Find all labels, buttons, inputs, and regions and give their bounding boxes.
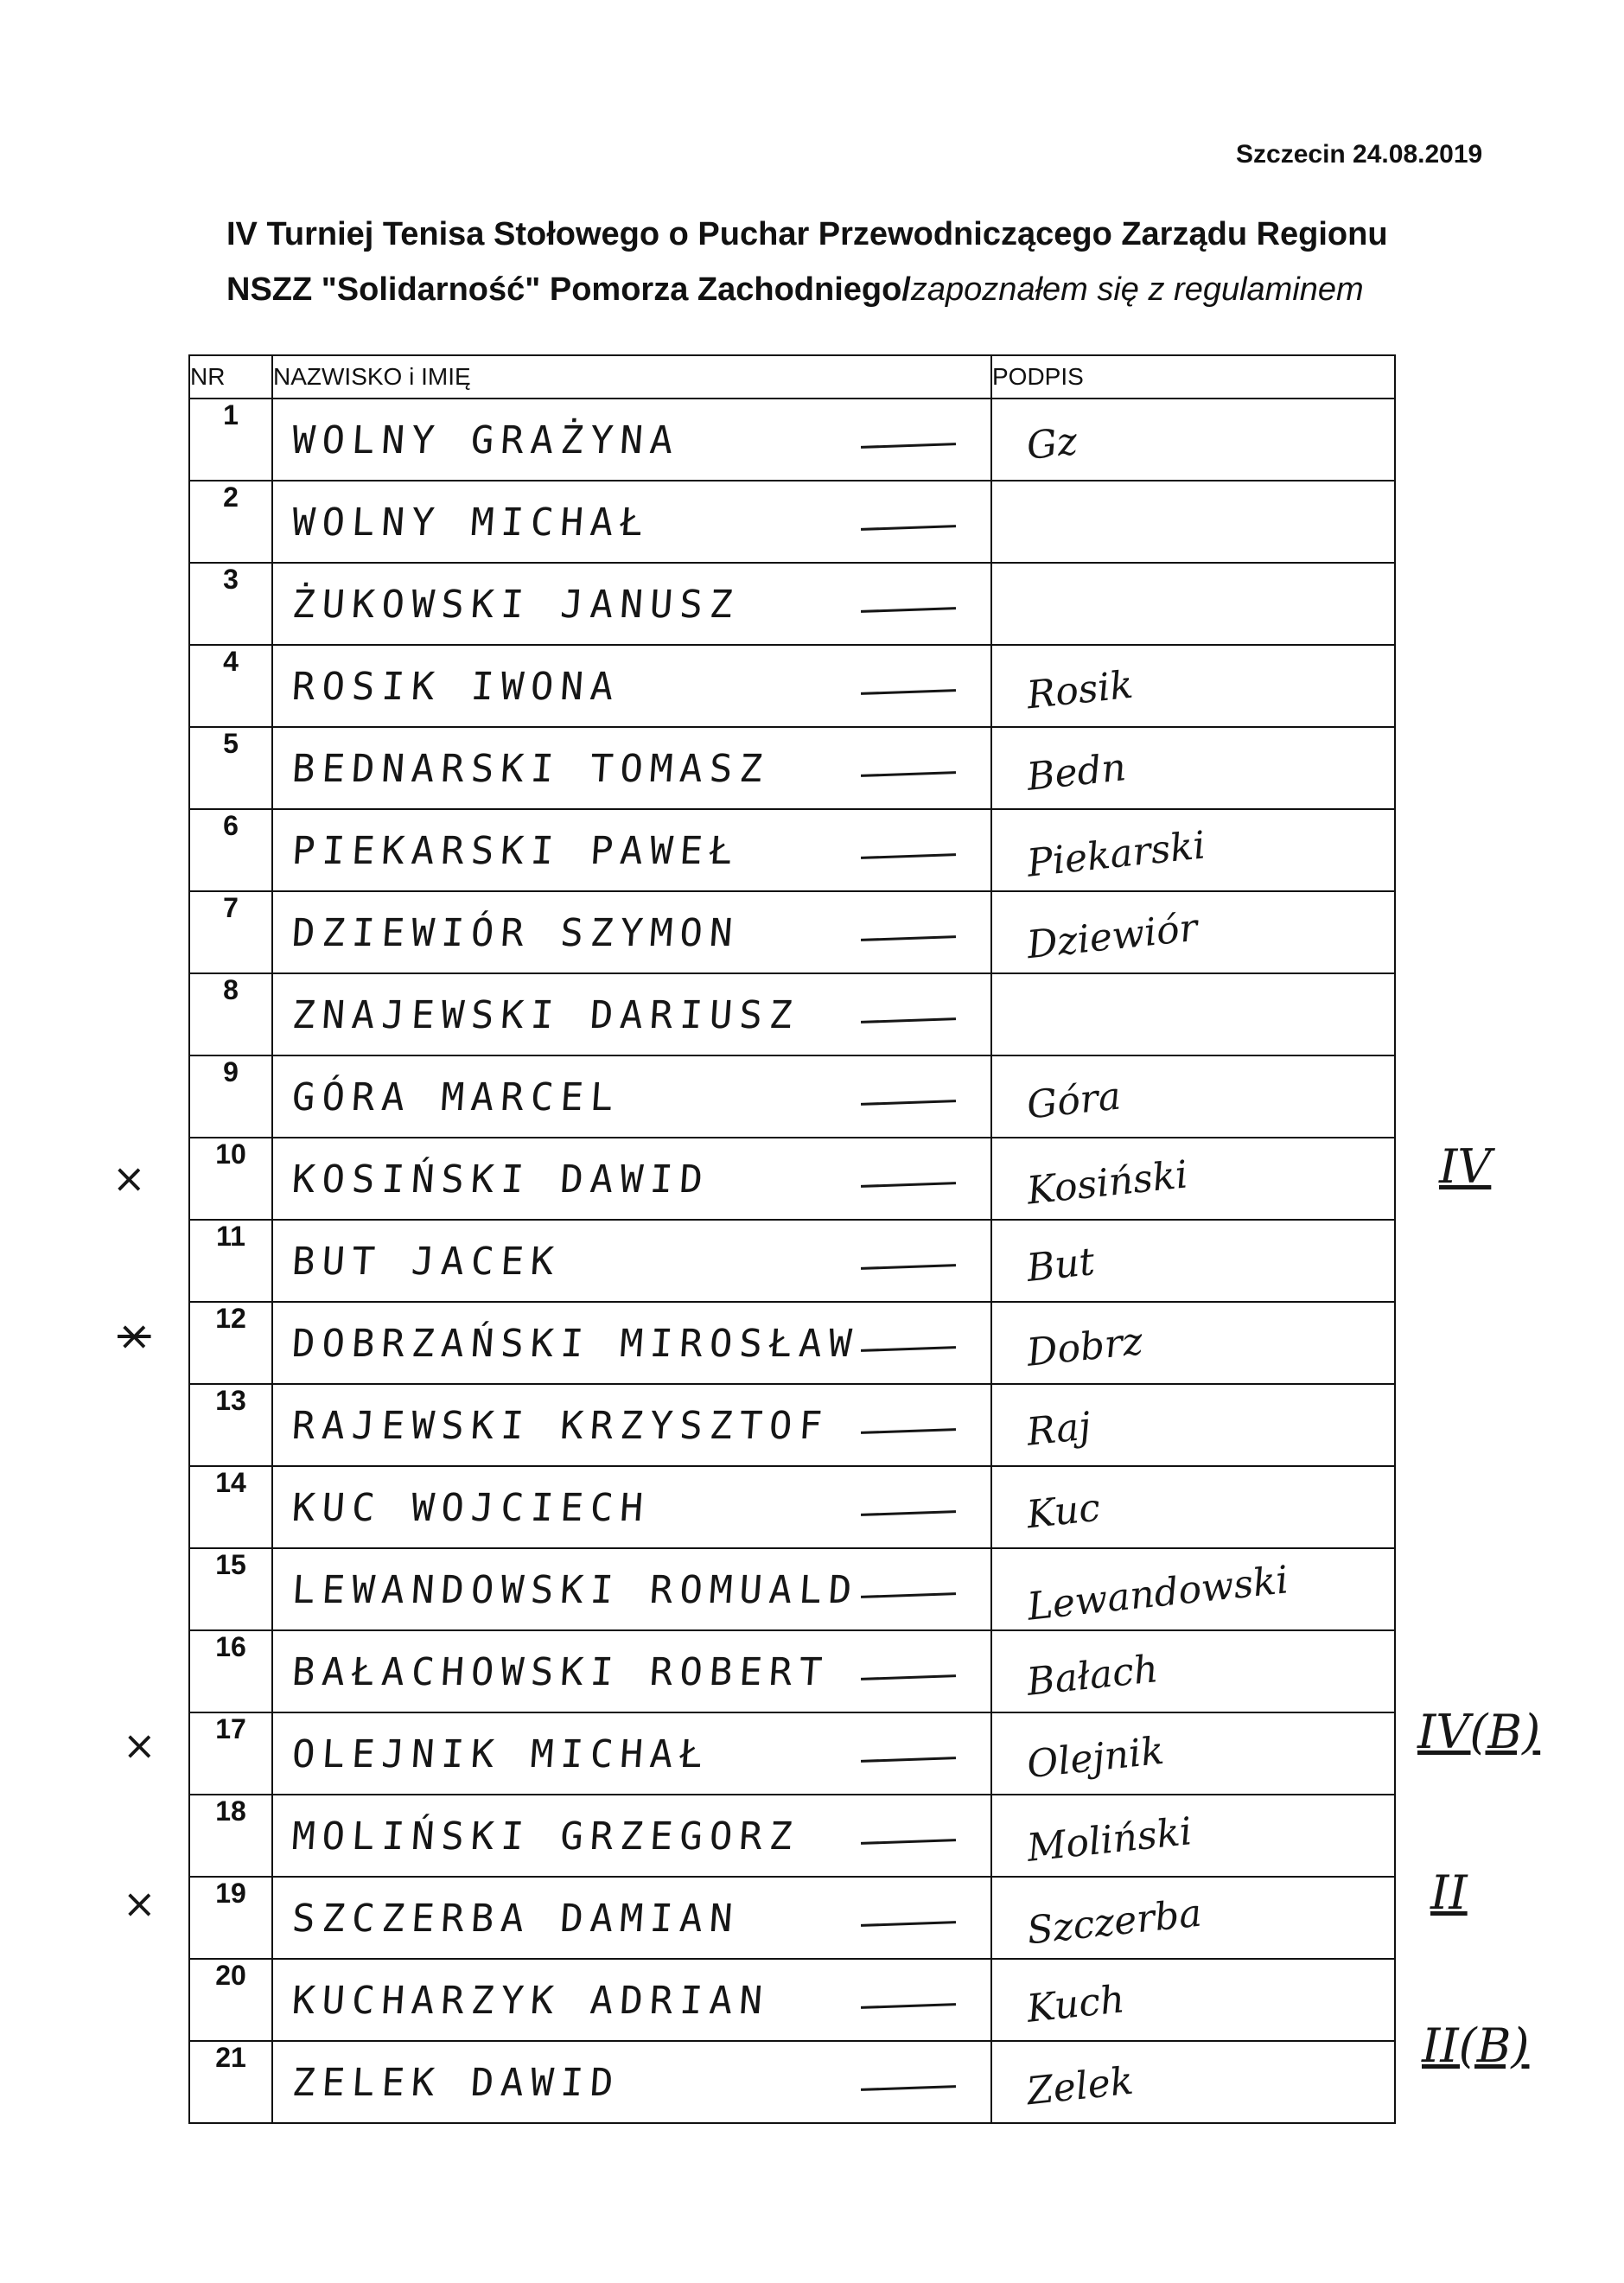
participant-name-cell <box>272 891 991 973</box>
signature: Góra <box>1024 1074 1124 1128</box>
handwritten-dash <box>861 1428 956 1434</box>
table-row <box>189 1630 1395 1712</box>
subtitle-acknowledgement: zapoznałem się z regulaminem <box>910 271 1364 308</box>
participant-name: OLEJNIK MICHAŁ <box>290 1732 711 1776</box>
signature: Bedn <box>1024 745 1129 800</box>
handwritten-dash <box>861 1592 956 1598</box>
table-row <box>189 891 1395 973</box>
handwritten-dash <box>861 1757 956 1763</box>
row-number: 17 <box>189 1712 272 1795</box>
participant-name: ŻUKOWSKI JANUSZ <box>290 583 742 627</box>
signature-cell <box>991 973 1395 1055</box>
place-mark-row-10: IV <box>1439 1139 1492 1194</box>
signature-cell <box>991 1877 1395 1959</box>
participant-name: DZIEWIÓR SZYMON <box>290 911 742 955</box>
signature-cell <box>991 1466 1395 1548</box>
table-row <box>189 1795 1395 1877</box>
participant-name-cell <box>272 399 991 481</box>
participant-name: ZELEK DAWID <box>290 2061 622 2105</box>
row-number: 9 <box>189 1055 272 1138</box>
row-number: 20 <box>189 1959 272 2041</box>
signature: Kuch <box>1024 1977 1127 2031</box>
margin-x-mark: × <box>123 1880 156 1927</box>
participant-name-cell <box>272 1466 991 1548</box>
row-number: 15 <box>189 1548 272 1630</box>
participant-name-cell <box>272 1795 991 1877</box>
participant-name: ROSIK IWONA <box>290 665 622 709</box>
table-row <box>189 645 1395 727</box>
signature-cell <box>991 1630 1395 1712</box>
participant-name-cell <box>272 1548 991 1630</box>
row-number: 16 <box>189 1630 272 1712</box>
participant-name-cell <box>272 563 991 645</box>
participant-name: WOLNY GRAŻYNA <box>290 418 682 462</box>
signature: Kosiński <box>1024 1152 1190 1214</box>
table-row <box>189 563 1395 645</box>
handwritten-dash <box>861 1346 956 1352</box>
row-number: 14 <box>189 1466 272 1548</box>
signature-cell <box>991 563 1395 645</box>
participant-name-cell <box>272 2041 991 2123</box>
participant-name-cell <box>272 809 991 891</box>
row-number: 6 <box>189 809 272 891</box>
signature: Lewandowski <box>1025 1558 1290 1629</box>
row-number: 2 <box>189 481 272 563</box>
table-row <box>189 973 1395 1055</box>
table-header-row <box>189 355 1395 399</box>
handwritten-dash <box>861 1839 956 1845</box>
signature: Olejnik <box>1024 1728 1167 1788</box>
column-header-name: NAZWISKO i IMIĘ <box>272 355 991 399</box>
signature: Piekarski <box>1024 823 1208 886</box>
table-row <box>189 1302 1395 1384</box>
signature: Dziewiór <box>1024 905 1200 968</box>
subtitle-organization: NSZZ "Solidarność" Pomorza Zachodniego/ <box>226 271 911 308</box>
table-row <box>189 1138 1395 1220</box>
participant-name: ZNAJEWSKI DARIUSZ <box>290 993 801 1037</box>
signature-cell <box>991 2041 1395 2123</box>
signature-cell <box>991 1138 1395 1220</box>
signature: Dobrz <box>1024 1319 1145 1375</box>
row-number: 13 <box>189 1384 272 1466</box>
participant-name: LEWANDOWSKI ROMUALD <box>290 1568 861 1612</box>
signature: Gz <box>1024 419 1079 469</box>
signature-cell <box>991 1055 1395 1138</box>
participant-name: GÓRA MARCEL <box>290 1075 622 1119</box>
participant-name: BUT JACEK <box>290 1240 563 1284</box>
handwritten-dash <box>861 1921 956 1927</box>
participant-name: KUC WOJCIECH <box>290 1486 652 1530</box>
participant-name-cell <box>272 1712 991 1795</box>
margin-x-mark: × <box>123 1722 156 1769</box>
signature-cell <box>991 809 1395 891</box>
participant-name-cell <box>272 1220 991 1302</box>
table-row <box>189 1959 1395 2041</box>
handwritten-dash <box>861 1182 956 1188</box>
participant-name: KUCHARZYK ADRIAN <box>290 1979 771 2023</box>
table-row <box>189 481 1395 563</box>
signature-cell <box>991 645 1395 727</box>
handwritten-dash <box>861 1264 956 1270</box>
signature: Zelek <box>1024 2058 1136 2114</box>
handwritten-dash <box>861 853 956 859</box>
participant-name: DOBRZAŃSKI MIROSŁAW <box>290 1322 861 1366</box>
row-number: 7 <box>189 891 272 973</box>
signature: But <box>1024 1240 1097 1291</box>
signature-cell <box>991 1384 1395 1466</box>
row-number: 5 <box>189 727 272 809</box>
row-number: 3 <box>189 563 272 645</box>
signature: Rosik <box>1024 662 1136 718</box>
participant-name: WOLNY MICHAŁ <box>290 501 652 545</box>
handwritten-dash <box>861 607 956 613</box>
signature: Raj <box>1024 1404 1093 1455</box>
row-number: 12 <box>189 1302 272 1384</box>
row-number: 19 <box>189 1877 272 1959</box>
handwritten-dash <box>861 2085 956 2091</box>
row-number: 18 <box>189 1795 272 1877</box>
table-row <box>189 727 1395 809</box>
participant-name: BEDNARSKI TOMASZ <box>290 747 771 791</box>
row-number: 10 <box>189 1138 272 1220</box>
column-header-nr: NR <box>189 355 272 399</box>
signature-cell <box>991 1548 1395 1630</box>
participant-name-cell <box>272 481 991 563</box>
participant-name: PIEKARSKI PAWEŁ <box>290 829 742 873</box>
table-row <box>189 399 1395 481</box>
table-row <box>189 1220 1395 1302</box>
participant-name-cell <box>272 1138 991 1220</box>
margin-x-mark: × <box>118 1312 151 1359</box>
handwritten-dash <box>861 689 956 695</box>
handwritten-dash <box>861 443 956 449</box>
row-number: 21 <box>189 2041 272 2123</box>
signature-cell <box>991 727 1395 809</box>
participant-name: SZCZERBA DAMIAN <box>290 1897 742 1941</box>
row-number: 11 <box>189 1220 272 1302</box>
place-mark-row-19: II <box>1430 1865 1468 1920</box>
signature: Szczerba <box>1024 1891 1204 1954</box>
margin-x-mark: × <box>112 1155 146 1202</box>
column-header-signature: PODPIS <box>991 355 1395 399</box>
participant-name: KOSIŃSKI DAWID <box>290 1157 711 1202</box>
signature: Moliński <box>1024 1809 1194 1871</box>
signature: Bałach <box>1024 1647 1161 1705</box>
table-row <box>189 1712 1395 1795</box>
document-date: Szczecin 24.08.2019 <box>1236 140 1483 169</box>
participant-name: BAŁACHOWSKI ROBERT <box>290 1650 831 1694</box>
handwritten-dash <box>861 525 956 531</box>
table-row <box>189 1877 1395 1959</box>
handwritten-dash <box>861 1017 956 1024</box>
table-row <box>189 1055 1395 1138</box>
row-number: 4 <box>189 645 272 727</box>
handwritten-dash <box>861 935 956 941</box>
participant-name-cell <box>272 1384 991 1466</box>
table-row <box>189 2041 1395 2123</box>
handwritten-dash <box>861 1510 956 1516</box>
handwritten-dash <box>861 1100 956 1106</box>
place-mark-row-21: II(B) <box>1422 2018 1530 2073</box>
row-number: 1 <box>189 399 272 481</box>
handwritten-dash <box>861 1674 956 1680</box>
signature: Kuc <box>1024 1485 1103 1538</box>
signature-cell <box>991 1795 1395 1877</box>
signature-cell <box>991 1959 1395 2041</box>
participant-name-cell <box>272 1302 991 1384</box>
participant-name: RAJEWSKI KRZYSZTOF <box>290 1404 831 1448</box>
table-row <box>189 1548 1395 1630</box>
participant-name-cell <box>272 727 991 809</box>
signature-cell <box>991 1712 1395 1795</box>
document-subtitle <box>226 271 1364 309</box>
attendance-table <box>188 354 1396 2124</box>
table-row <box>189 809 1395 891</box>
place-mark-row-17: IV(B) <box>1417 1705 1541 1759</box>
participant-name-cell <box>272 645 991 727</box>
signature-cell <box>991 1302 1395 1384</box>
participant-name: MOLIŃSKI GRZEGORZ <box>290 1814 801 1859</box>
participant-name-cell <box>272 1959 991 2041</box>
signature-cell <box>991 399 1395 481</box>
table-row <box>189 1384 1395 1466</box>
handwritten-dash <box>861 2003 956 2009</box>
handwritten-dash <box>861 771 956 777</box>
signature-cell <box>991 481 1395 563</box>
signature-cell <box>991 891 1395 973</box>
table-row <box>189 1466 1395 1548</box>
participant-name-cell <box>272 1630 991 1712</box>
participant-name-cell <box>272 973 991 1055</box>
document-title: IV Turniej Tenisa Stołowego o Puchar Przewodniczącego Zarządu Regionu <box>226 216 1388 252</box>
row-number: 8 <box>189 973 272 1055</box>
signature-cell <box>991 1220 1395 1302</box>
participant-name-cell <box>272 1877 991 1959</box>
participant-name-cell <box>272 1055 991 1138</box>
